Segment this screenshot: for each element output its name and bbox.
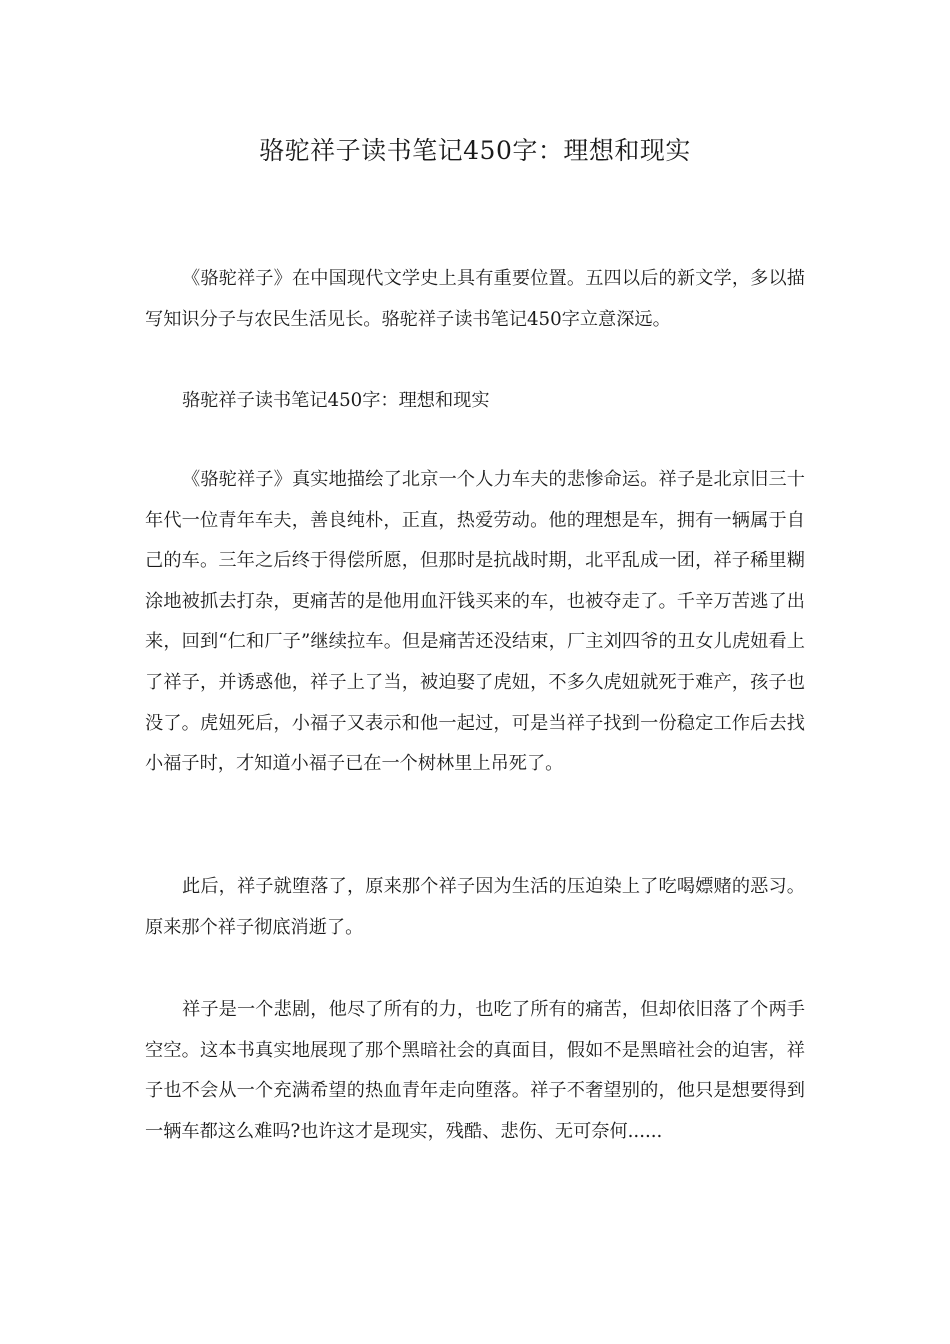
paragraph-reflection: 祥子是一个悲剧，他尽了所有的力，也吃了所有的痛苦，但却依旧落了个两手空空。这本书真实地展现了那个黑暗社会的真面目，假如不是黑暗社会的迫害，祥子也不会从一个充满希望的热血青年走向堕落。祥子不奢望别的，他只是想要得到一辆车都这么难吗?也许这才是现实，残酷、悲伤、无可奈何...... <box>145 999 805 1142</box>
paragraph-decline: 此后，祥子就堕落了，原来那个祥子因为生活的压迫染上了吃喝嫖赌的恶习。原来那个祥子彻底消逝了。 <box>145 876 805 938</box>
paragraph-subheading: 骆驼祥子读书笔记450字：理想和现实 <box>182 390 490 411</box>
paragraph-intro: 《骆驼祥子》在中国现代文学史上具有重要位置。五四以后的新文学，多以描写知识分子与农民生活见长。骆驼祥子读书笔记450字立意深远。 <box>145 268 805 330</box>
document-title: 骆驼祥子读书笔记450字：理想和现实 <box>259 136 691 165</box>
paragraph-story-summary: 《骆驼祥子》真实地描绘了北京一个人力车夫的悲惨命运。祥子是北京旧三十年代一位青年车夫，善良纯朴，正直，热爱劳动。他的理想是车，拥有一辆属于自己的车。三年之后终于得偿所愿，但那时是抗战时期，北平乱成一团，祥子稀里糊涂地被抓去打杂，更痛苦的是他用血汗钱买来的车，也被夺走了。千辛万苦逃了出来，回到“仁和厂子”继续拉车。但是痛苦还没结束，厂主刘四爷的丑女儿虎妞看上了祥子，并诱惑他，祥子上了当，被迫娶了虎妞，不多久虎妞就死于难产，孩子也没了。虎妞死后，小福子又表示和他一起过，可是当祥子找到一份稳定工作后去找小福子时，才知道小福子已在一个树林里上吊死了。 <box>145 469 805 775</box>
